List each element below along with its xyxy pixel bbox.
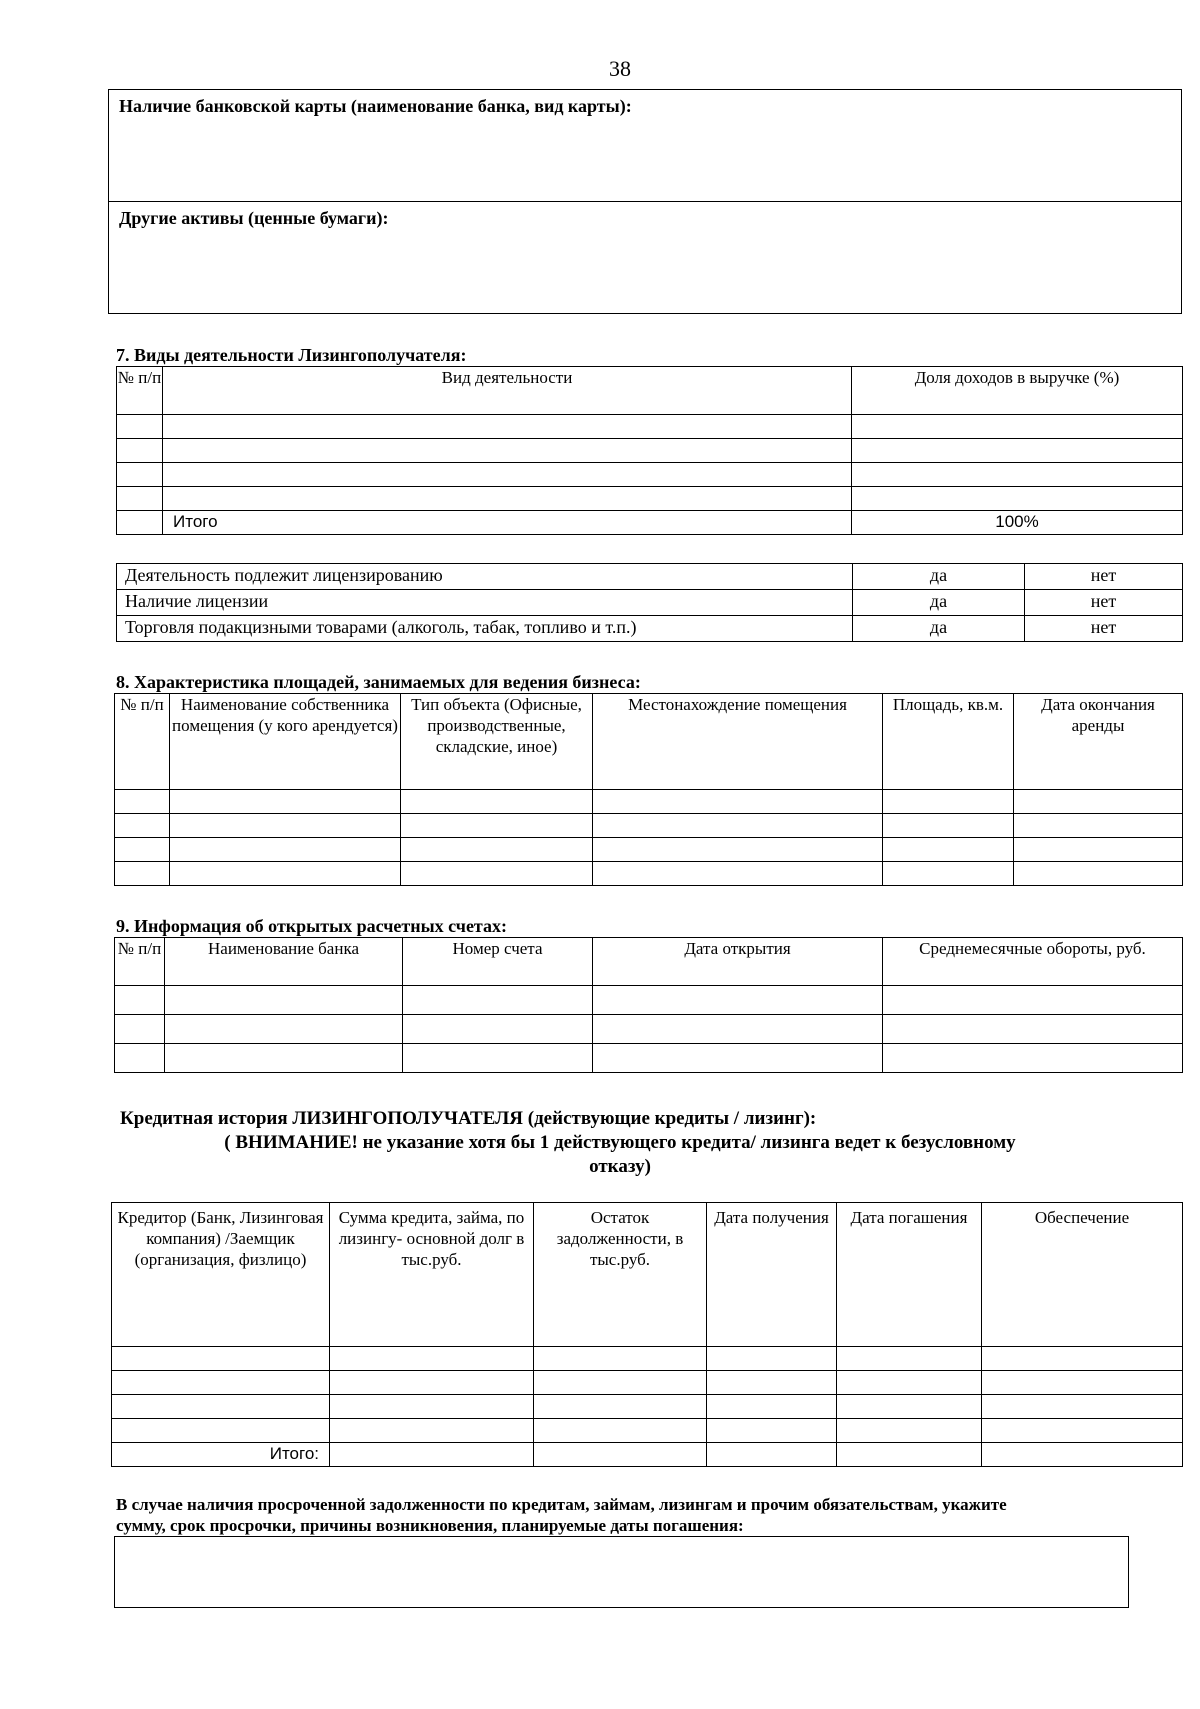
- col-area-header: Площадь, кв.м.: [883, 694, 1014, 790]
- table-row: [115, 838, 1183, 862]
- credit-total-label: Итого:: [112, 1443, 330, 1467]
- col-creditor-header: Кредитор (Банк, Лизинговая компания) /Заемщик (организация, физлицо): [112, 1203, 330, 1347]
- credit-warning-line2: отказу): [589, 1156, 651, 1177]
- table-row: [112, 1347, 1183, 1371]
- col-location-header: Местонахождение помещения: [593, 694, 883, 790]
- table-row: [115, 1044, 1183, 1073]
- table-row: [117, 415, 1183, 439]
- col-turnover-header: Среднемесячные обороты, руб.: [883, 938, 1183, 986]
- table-row: [115, 862, 1183, 886]
- col-owner-header: Наименование собственника помещения (у кого арендуется): [170, 694, 401, 790]
- col-lease-end-header: Дата окончания аренды: [1014, 694, 1183, 790]
- licensing-row: [117, 564, 1183, 590]
- total-label: Итого: [163, 511, 852, 535]
- section8-title: 8. Характеристика площадей, занимаемых для ведения бизнеса:: [116, 672, 641, 692]
- table-row: [115, 1015, 1183, 1044]
- bank-card-field[interactable]: [109, 90, 1182, 202]
- section9-title: 9. Информация об открытых расчетных счетах:: [116, 916, 507, 936]
- overdue-note-line1: В случае наличия просроченной задолженности по кредитам, займам, лизингам и прочим обязательствам, укажите: [116, 1495, 1007, 1514]
- yes-option[interactable]: да: [853, 564, 1025, 590]
- credit-history-title: Кредитная история ЛИЗИНГОПОЛУЧАТЕЛЯ (действующие кредиты / лизинг):: [120, 1108, 817, 1129]
- col-number-header: № п/п: [117, 367, 163, 415]
- table-row: [117, 463, 1183, 487]
- no-option[interactable]: нет: [1025, 616, 1183, 642]
- other-assets-field[interactable]: [109, 202, 1182, 314]
- accounts-table: [114, 937, 1183, 1073]
- table-row: [112, 1395, 1183, 1419]
- table-row: [112, 1419, 1183, 1443]
- col-bank-header: Наименование банка: [165, 938, 403, 986]
- col-share-header: Доля доходов в выручке (%): [852, 367, 1183, 415]
- licensing-row: [117, 616, 1183, 642]
- col-number-header: № п/п: [115, 938, 165, 986]
- licensing-table: [116, 563, 1183, 642]
- col-balance-header: Остаток задолженности, в тыс.руб.: [534, 1203, 707, 1347]
- col-number-header: № п/п: [115, 694, 170, 790]
- table-row: [117, 487, 1183, 511]
- other-assets-label: Другие активы (ценные бумаги):: [119, 208, 389, 228]
- bank-card-label: Наличие банковской карты (наименование банка, вид карты):: [119, 96, 632, 116]
- credit-warning-line1: ( ВНИМАНИЕ! не указание хотя бы 1 действующего кредита/ лизинга ведет к безусловному: [224, 1132, 1016, 1153]
- col-account-header: Номер счета: [403, 938, 593, 986]
- licensing-label: Торговля подакцизными товарами (алкоголь, табак, топливо и т.п.): [117, 616, 853, 642]
- total-value: 100%: [852, 511, 1183, 535]
- table-row: [117, 439, 1183, 463]
- activities-table: [116, 366, 1183, 535]
- col-repayment-date-header: Дата погашения: [837, 1203, 982, 1347]
- col-open-date-header: Дата открытия: [593, 938, 883, 986]
- page-number: 38: [609, 56, 631, 81]
- no-option[interactable]: нет: [1025, 590, 1183, 616]
- col-type-header: Тип объекта (Офисные, производственные, складские, иное): [401, 694, 593, 790]
- table-row: [112, 1371, 1183, 1395]
- premises-table: [114, 693, 1183, 886]
- overdue-note-line2: сумму, срок просрочки, причины возникновения, планируемые даты погашения:: [116, 1516, 744, 1535]
- col-amount-header: Сумма кредита, займа, по лизингу- основной долг в тыс.руб.: [330, 1203, 534, 1347]
- yes-option[interactable]: да: [853, 590, 1025, 616]
- col-received-date-header: Дата получения: [707, 1203, 837, 1347]
- col-activity-header: Вид деятельности: [163, 367, 852, 415]
- credit-table: [111, 1202, 1183, 1467]
- table-row: [115, 814, 1183, 838]
- table-row: [115, 790, 1183, 814]
- assets-table: [108, 89, 1182, 314]
- no-option[interactable]: нет: [1025, 564, 1183, 590]
- total-row: [112, 1443, 1183, 1467]
- licensing-row: [117, 590, 1183, 616]
- section7-title: 7. Виды деятельности Лизингополучателя:: [116, 345, 467, 365]
- licensing-label: Деятельность подлежит лицензированию: [117, 564, 853, 590]
- licensing-label: Наличие лицензии: [117, 590, 853, 616]
- yes-option[interactable]: да: [853, 616, 1025, 642]
- col-collateral-header: Обеспечение: [982, 1203, 1183, 1347]
- table-row: [115, 986, 1183, 1015]
- total-row: [117, 511, 1183, 535]
- overdue-details-field[interactable]: [114, 1536, 1129, 1608]
